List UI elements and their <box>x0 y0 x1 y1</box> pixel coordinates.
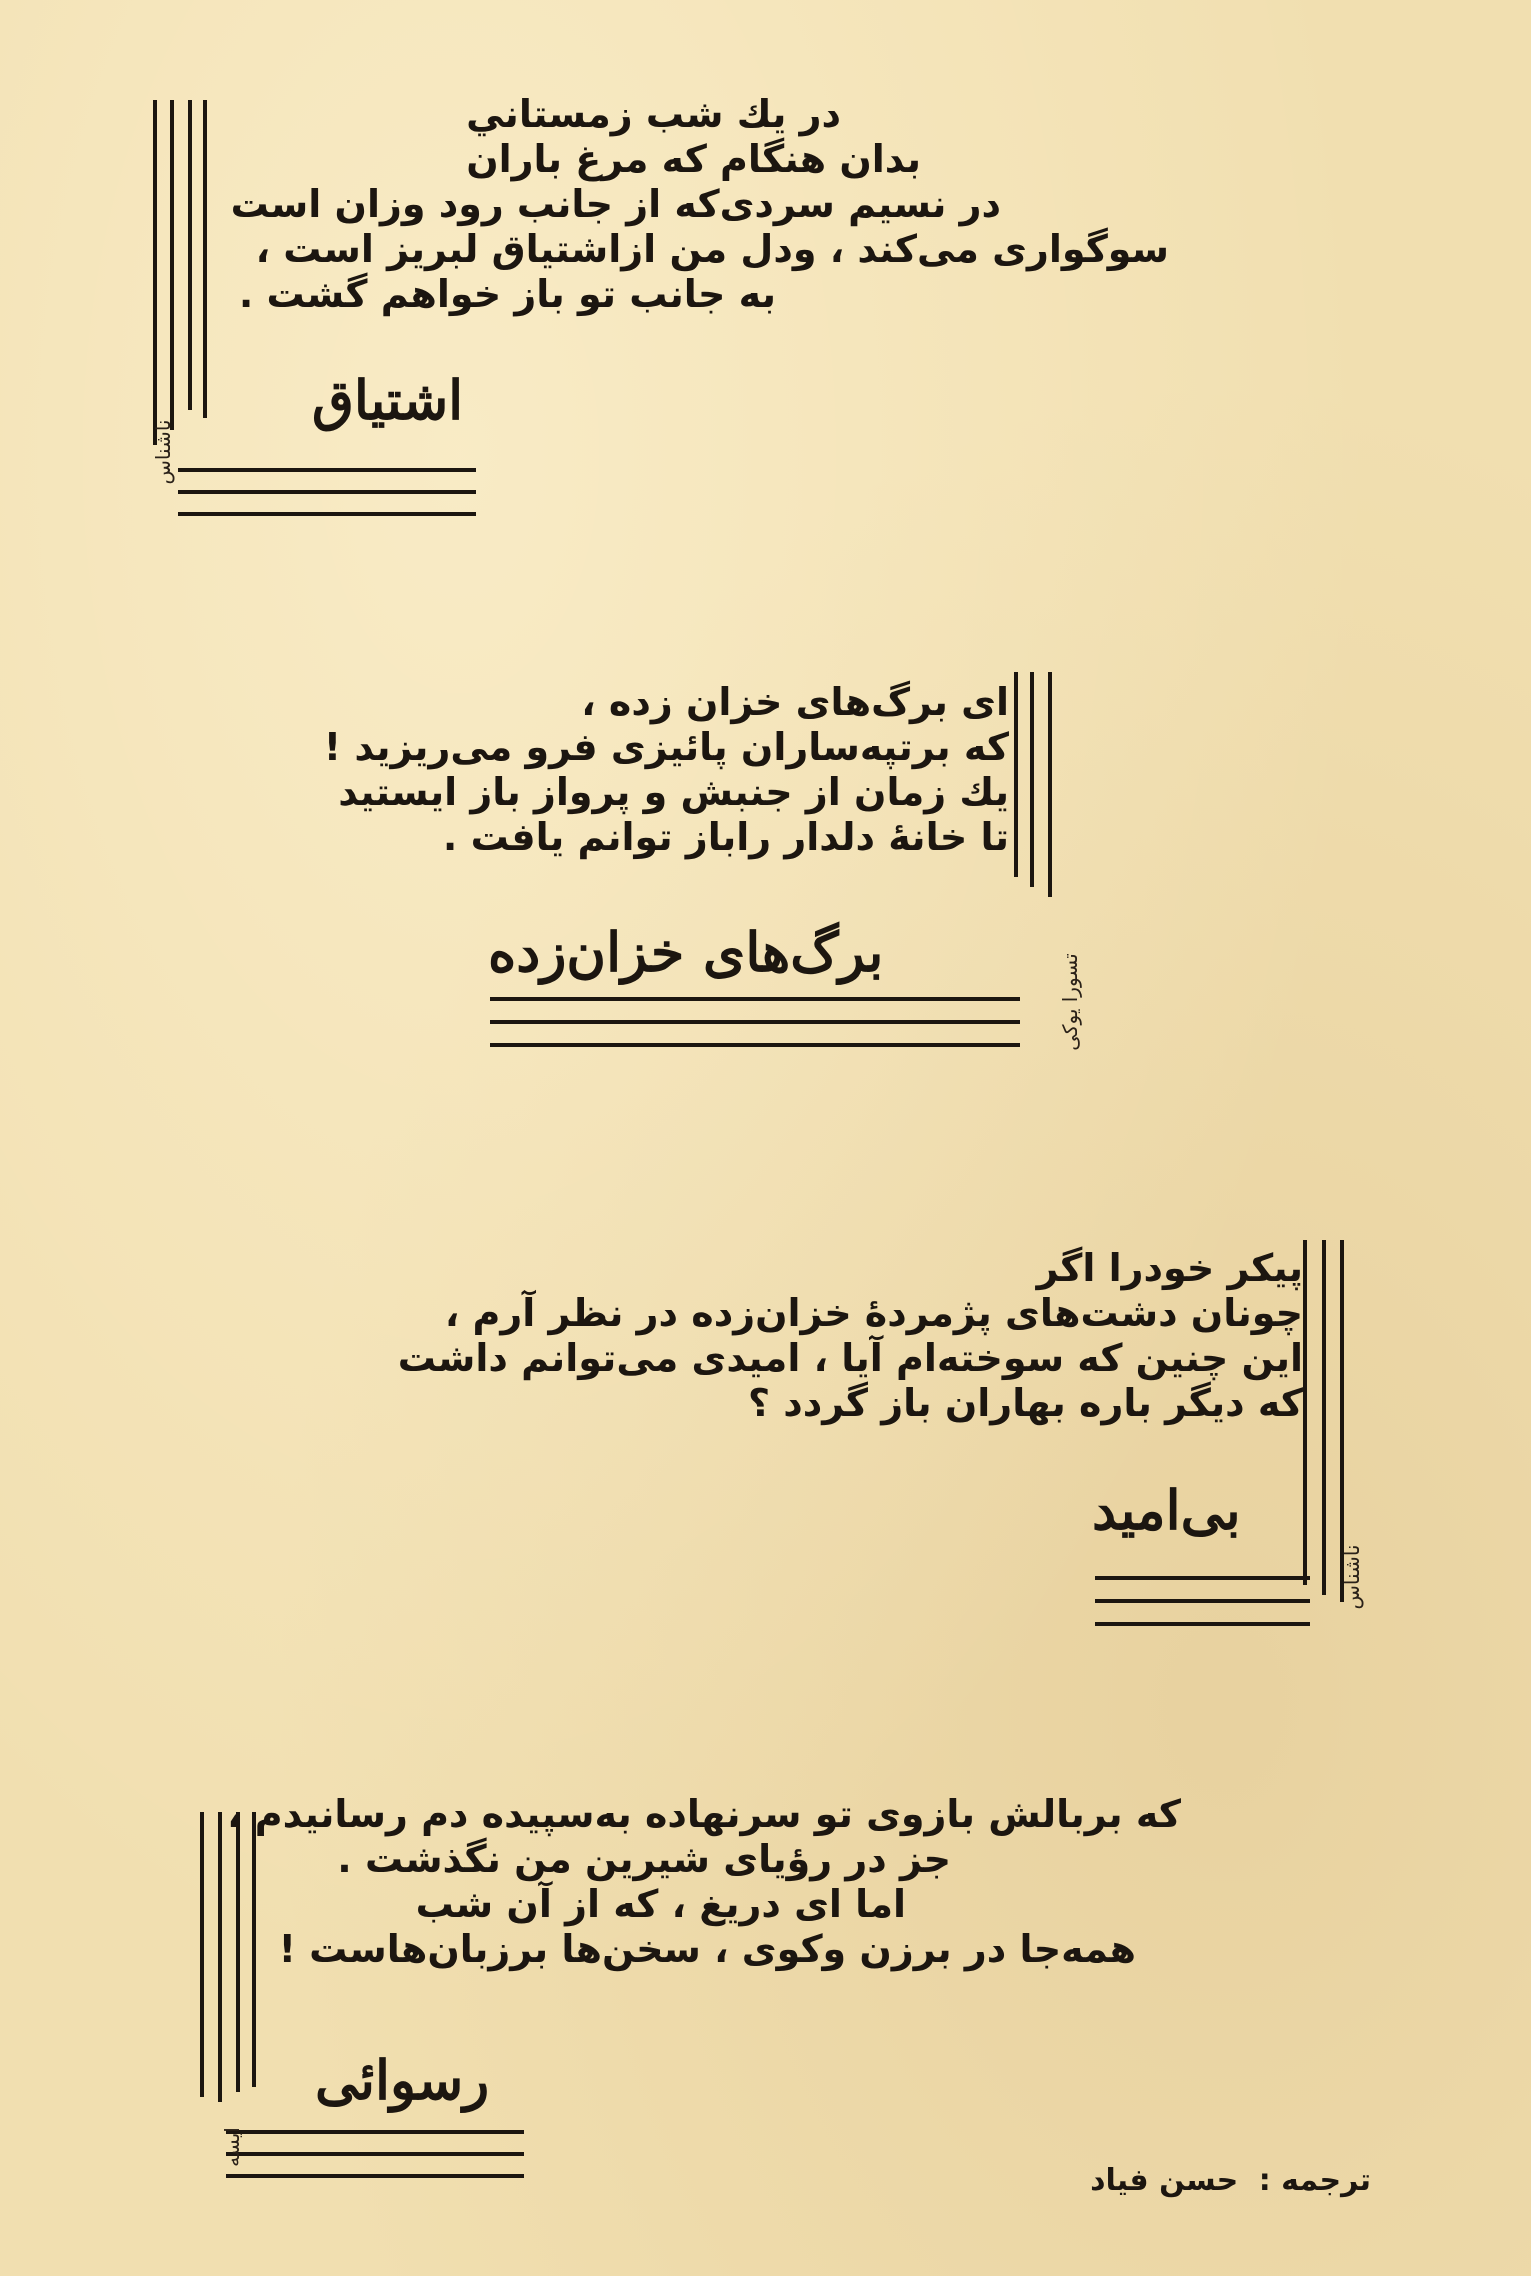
poem-line: بدان هنگام كه مرغ باران <box>466 137 921 181</box>
poem-line: جز در رؤيای شيرين من نگذشت . <box>337 1837 951 1881</box>
poem-line: پيكر خودرا اگر <box>1036 1246 1303 1290</box>
poem-line: به جانب تو باز خواهم گشت . <box>238 272 776 316</box>
credit-label: ترجمه : <box>1258 2163 1371 2198</box>
poem-line: چونان دشت‌های پژمردهٔ خزان‌زده در نظر آرم ، <box>444 1291 1303 1335</box>
poem-line: تا خانهٔ دلدار راباز توانم يافت . <box>442 815 1009 859</box>
poem-4-rule-h2 <box>226 2152 524 2156</box>
poem-line: يك زمان از جنبش و پرواز باز ايستيد <box>338 770 1009 814</box>
poem-4-rule-h3 <box>226 2174 524 2178</box>
poem-line: كه ديگر باره بهاران باز گردد ؟ <box>747 1381 1303 1425</box>
poem-1-title: اشتياق <box>312 368 464 432</box>
poem-4-author: ايسه <box>220 2127 244 2167</box>
poem-1-author: ناشناس <box>151 419 175 485</box>
poem-3-title: بی‌اميد <box>1092 1478 1241 1542</box>
poem-line: كه برتپه‌ساران پائيزی فرو می‌ريزيد ! <box>323 725 1009 769</box>
poem-line: كه بربالش بازوی تو سرنهاده به‌سپيده دم رسانيدم ، <box>227 1792 1181 1836</box>
translator-name: حسن فياد <box>1090 2163 1239 2198</box>
poem-4-rule-h1 <box>226 2130 524 2134</box>
poem-line: اما ای دريغ ، كه از آن شب <box>415 1882 906 1926</box>
poem-3-author: ناشناس <box>1340 1544 1364 1610</box>
poem-line: اين چنين كه سوخته‌ام آيا ، اميدی می‌توانم داشت <box>397 1336 1303 1380</box>
poem-line: همه‌جا در برزن وكوی ، سخن‌ها برزبان‌هاست ! <box>278 1927 1136 1971</box>
poem-line: ای برگ‌های خزان زده ، <box>581 680 1009 724</box>
poem-line: سوگواری می‌كند ، ودل من ازاشتياق لبريز است ، <box>255 227 1169 271</box>
poem-2-title: برگ‌های خزان‌زده <box>488 920 884 984</box>
poem-4-lines <box>181 1792 1181 1972</box>
poem-line: در نسيم سردی‌كه از جانب رود وزان است <box>230 182 1001 226</box>
poem-2-author: تسورا يوكی <box>1058 953 1082 1051</box>
translator-credit <box>1080 2163 1371 2198</box>
poem-4-title: رسوائی <box>315 2048 490 2112</box>
poem-line: در يك شب زمستاني <box>466 92 841 136</box>
